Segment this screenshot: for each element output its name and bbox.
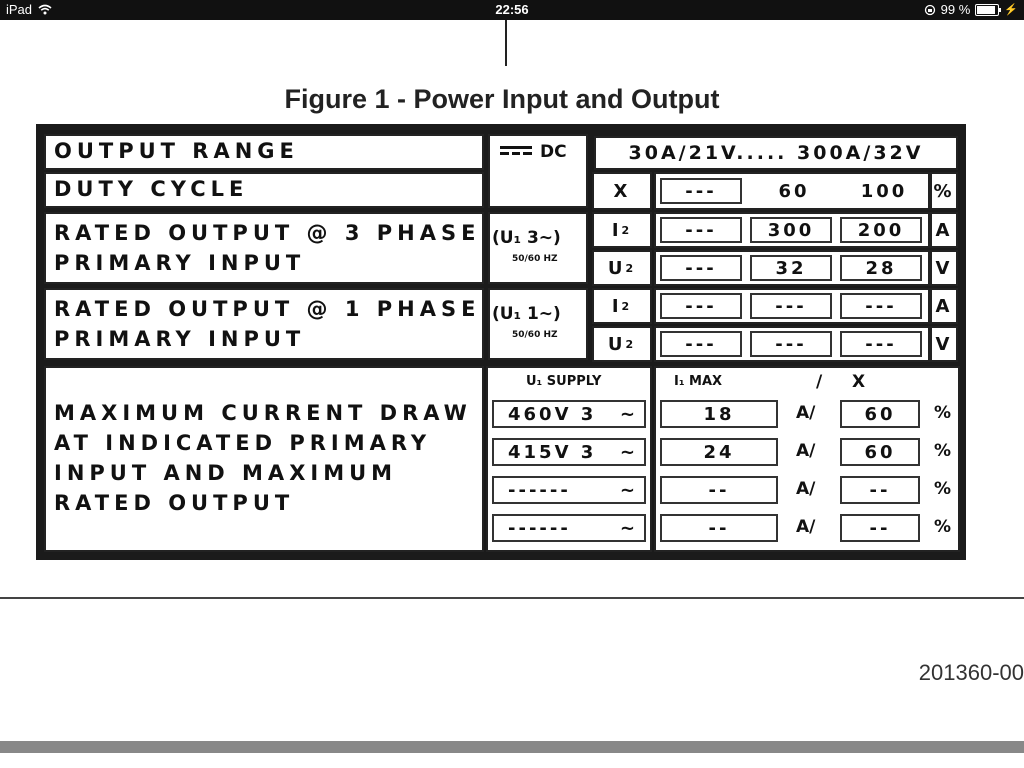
current-duty-column: [654, 366, 960, 552]
three-phase-u2-value: ---: [660, 255, 742, 281]
bottom-bar: [0, 741, 1024, 753]
duty-value: 60: [750, 174, 838, 208]
supply-voltage: ------: [508, 517, 571, 539]
three-phase-volt-unit: V: [930, 250, 958, 286]
amp-slash-unit: A/: [796, 441, 816, 461]
max-current-value: --: [660, 476, 778, 504]
amp-slash-unit: A/: [796, 517, 816, 537]
u1-supply-header: U₁ SUPPLY: [526, 374, 602, 389]
document-number: 201360-00: [918, 660, 1024, 685]
one-phase-u2-value: ---: [660, 331, 742, 357]
three-phase-i2-value: 300: [750, 217, 832, 243]
supply-voltage-field: [492, 438, 646, 466]
i1-max-header: I₁ MAX: [674, 374, 723, 389]
percent-unit: %: [934, 479, 952, 499]
one-phase-i2-value: ---: [840, 293, 922, 319]
three-phase-label: RATED OUTPUT @ 3 PHASE PRIMARY INPUT: [44, 212, 484, 284]
duty-cycle-value: --: [840, 476, 920, 504]
percent-unit: %: [934, 403, 952, 423]
battery-icon: [975, 4, 999, 16]
one-phase-i2-row: [654, 288, 930, 324]
amp-slash-unit: A/: [796, 403, 816, 423]
duty-percent: %: [930, 172, 958, 210]
three-phase-u2-label: U 2: [592, 250, 652, 286]
ac-tilde-icon: ∼: [619, 403, 638, 425]
three-phase-i2-row: [654, 212, 930, 248]
one-phase-amp-unit: A: [930, 288, 958, 324]
supply-voltage-field: [492, 400, 646, 428]
supply-column: [486, 366, 652, 552]
output-range-label: OUTPUT RANGE: [44, 134, 484, 170]
duty-cycle-value: 60: [840, 400, 920, 428]
duty-cycle-value: 60: [840, 438, 920, 466]
max-current-label: MAXIMUM CURRENT DRAW AT INDICATED PRIMARY INPUT AND MAXIMUM RATED OUTPUT: [44, 366, 484, 552]
three-phase-hz: 50/60 HZ: [512, 254, 558, 264]
duty-cycle-value: --: [840, 514, 920, 542]
three-phase-u2-row: [654, 250, 930, 286]
supply-voltage-field: [492, 514, 646, 542]
duty-values-row: [654, 172, 930, 210]
device-name: iPad: [6, 2, 33, 17]
one-phase-symbol-cell: [488, 288, 588, 360]
x-header: X: [852, 372, 866, 392]
one-phase-u2-value: ---: [750, 331, 832, 357]
output-range-value: 30A/21V..... 300A/32V: [594, 136, 958, 170]
three-phase-symbol-cell: [488, 212, 588, 284]
duty-x-label: X: [592, 172, 652, 210]
dc-cell: [488, 134, 588, 208]
one-phase-u2-row: [654, 326, 930, 362]
one-phase-hz: 50/60 HZ: [512, 330, 558, 340]
battery-percent: 99 %: [940, 2, 971, 17]
amp-slash-unit: A/: [796, 479, 816, 499]
dc-symbol-icon: [500, 146, 532, 155]
one-phase-label: RATED OUTPUT @ 1 PHASE PRIMARY INPUT: [44, 288, 484, 360]
percent-unit: %: [934, 441, 952, 461]
status-bar: [0, 0, 1024, 20]
three-phase-u2-value: 28: [840, 255, 922, 281]
charging-icon: ⚡: [1004, 4, 1018, 16]
three-phase-u2-value: 32: [750, 255, 832, 281]
ac-tilde-icon: ∼: [619, 517, 638, 539]
duty-value: 100: [840, 174, 928, 208]
three-phase-i2-label: I 2: [592, 212, 652, 248]
ac-tilde-icon: ∼: [619, 479, 638, 501]
three-phase-i2-value: ---: [660, 217, 742, 243]
clock: 22:56: [495, 2, 529, 17]
one-phase-volt-unit: V: [930, 326, 958, 362]
one-phase-i2-value: ---: [750, 293, 832, 319]
slash-header: /: [816, 372, 823, 392]
rating-plate: [36, 124, 966, 560]
duty-cycle-label: DUTY CYCLE: [44, 172, 484, 208]
three-phase-i2-value: 200: [840, 217, 922, 243]
one-phase-u2-value: ---: [840, 331, 922, 357]
one-phase-i2-value: ---: [660, 293, 742, 319]
orientation-lock-icon: [924, 4, 936, 16]
figure-title: Figure 1 - Power Input and Output: [284, 84, 720, 114]
duty-value: ---: [660, 178, 742, 204]
percent-unit: %: [934, 517, 952, 537]
supply-voltage: 415V 3: [508, 441, 597, 463]
supply-voltage-field: [492, 476, 646, 504]
supply-voltage: ------: [508, 479, 571, 501]
max-current-value: 18: [660, 400, 778, 428]
max-current-value: 24: [660, 438, 778, 466]
three-phase-symbol: (U₁ 3∼): [492, 228, 561, 248]
ac-tilde-icon: ∼: [619, 441, 638, 463]
supply-voltage: 460V 3: [508, 403, 597, 425]
max-current-value: --: [660, 514, 778, 542]
one-phase-symbol: (U₁ 1∼): [492, 304, 561, 324]
page-divider: [0, 597, 1024, 599]
one-phase-u2-label: U 2: [592, 326, 652, 362]
three-phase-amp-unit: A: [930, 212, 958, 248]
page-mark: [505, 20, 507, 66]
dc-label: DC: [540, 142, 567, 162]
one-phase-i2-label: I 2: [592, 288, 652, 324]
